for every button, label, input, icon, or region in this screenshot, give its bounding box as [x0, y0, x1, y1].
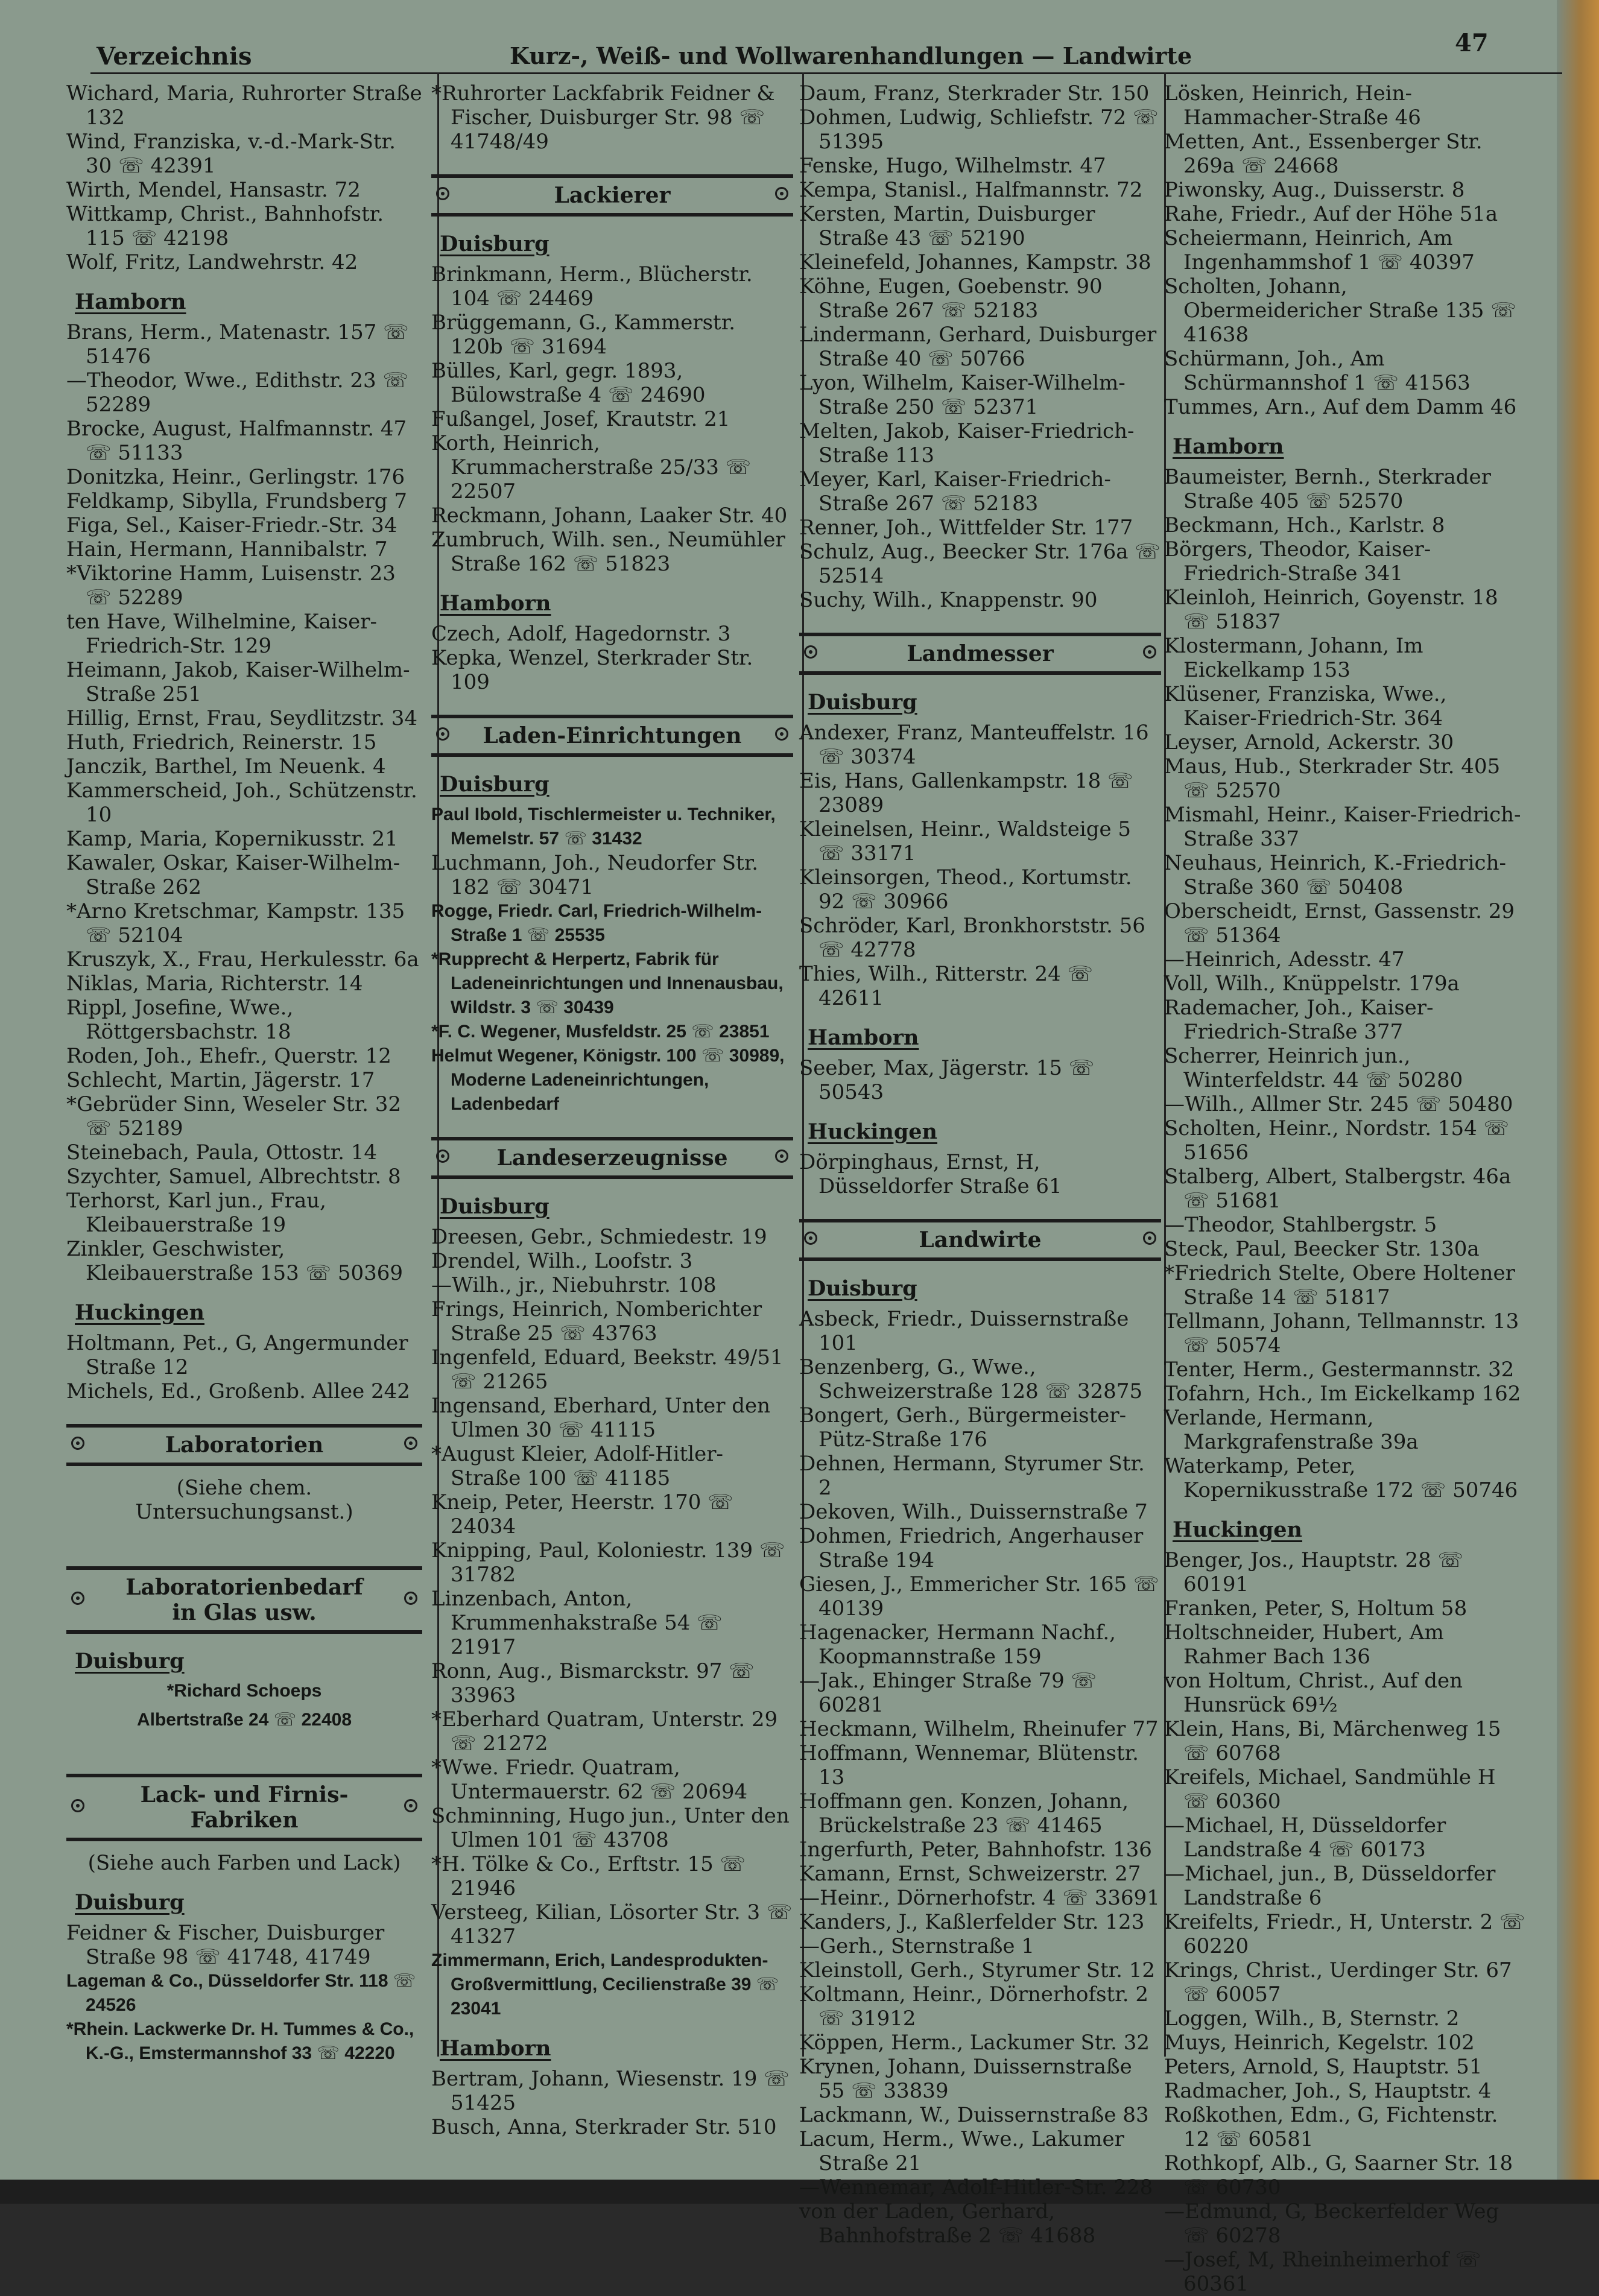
bullet-icon — [71, 1592, 84, 1605]
list-item: —Wennemar, Adolf-Hitler-Str. 228 — [799, 2175, 1153, 2200]
cross-reference: (Siehe chem. Untersuchungsanst.) — [135, 1476, 353, 1524]
list-item: Kawaler, Oskar, Kaiser-Wilhelm-Straße 262 — [66, 851, 401, 899]
list-item: Melten, Jakob, Kaiser-Friedrich-Straße 113 — [799, 419, 1135, 467]
section-heading: Duisburg — [808, 1276, 917, 1301]
page-edge-right — [1557, 0, 1599, 2204]
list-item: Suchy, Wilh., Knappenstr. 90 — [799, 588, 1098, 612]
list-item: *Rupprecht & Herpertz, Fabrik für Ladeneinrichtungen und Innenausbau, Wildstr. 3 ☏ 30439 — [431, 949, 784, 1017]
list-item: Schminning, Hugo jun., Unter den Ulmen 101 ☏ 43708 — [431, 1804, 790, 1852]
section-heading: Duisburg — [440, 772, 549, 797]
list-item: Klein, Hans, Bi, Märchenweg 15 ☏ 60768 — [1164, 1717, 1501, 1765]
list-item: Reckmann, Johann, Laaker Str. 40 — [431, 504, 788, 528]
list-item: Lacum, Herm., Wwe., Lakumer Straße 21 — [799, 2127, 1124, 2175]
list-item: Steinebach, Paula, Ottostr. 14 — [66, 1140, 378, 1165]
list-item: Franken, Peter, S, Holtum 58 — [1164, 1596, 1468, 1621]
list-item: Thies, Wilh., Ritterstr. 24 ☏ 42611 — [799, 962, 1094, 1010]
advert-line: *Richard Schoeps — [166, 1681, 322, 1701]
list-item: Daum, Franz, Sterkrader Str. 150 — [799, 81, 1150, 106]
list-item: Seeber, Max, Jägerstr. 15 ☏ 50543 — [799, 1056, 1095, 1104]
list-item: —Wilh., jr., Niebuhrstr. 108 — [431, 1273, 717, 1297]
list-item: Busch, Anna, Sterkrader Str. 510 — [431, 2115, 777, 2139]
list-item: Frings, Heinrich, Nomberichter Straße 25 ☏ 43763 — [431, 1297, 762, 1346]
list-item: ten Have, Wilhelmine, Kaiser-Friedrich-Str. 129 — [66, 610, 377, 658]
list-item: Metten, Ant., Essenberger Str. 269a ☏ 24668 — [1164, 130, 1483, 178]
list-item: Renner, Joh., Wittfelder Str. 177 — [799, 516, 1133, 540]
list-item: —Heinr., Dörnerhofstr. 4 ☏ 33691 — [799, 1886, 1160, 1910]
list-item: Schlecht, Martin, Jägerstr. 17 — [66, 1068, 375, 1092]
list-item: Bülles, Karl, gegr. 1893, Bülowstraße 4 ☏ 24690 — [431, 359, 706, 407]
section-heading: Hamborn — [1173, 434, 1284, 459]
list-item: Börgers, Theodor, Kaiser-Friedrich-Straße 341 — [1164, 537, 1431, 586]
list-item: *Eberhard Quatram, Unterstr. 29 ☏ 21272 — [431, 1707, 778, 1756]
list-item: Giesen, J., Emmericher Str. 165 ☏ 40139 — [799, 1572, 1159, 1621]
list-item: Hillig, Ernst, Frau, Seydlitzstr. 34 — [66, 706, 418, 730]
category-heading — [799, 1219, 1161, 1261]
category-title: Laden-Einrichtungen — [483, 723, 742, 748]
list-item: Wind, Franziska, v.-d.-Mark-Str. 30 ☏ 42391 — [66, 130, 396, 178]
list-item: —Jak., Ehinger Straße 79 ☏ 60281 — [799, 1669, 1097, 1717]
running-head-left: Verzeichnis — [97, 42, 252, 71]
list-item: Maus, Hub., Sterkrader Str. 405 ☏ 52570 — [1164, 754, 1501, 803]
list-item: Wirth, Mendel, Hansastr. 72 — [66, 178, 361, 202]
list-item: *Arno Kretschmar, Kampstr. 135 ☏ 52104 — [66, 899, 405, 947]
list-item: Feidner & Fischer, Duisburger Straße 98 ☏ 41748, 41749 — [66, 1921, 385, 1969]
list-item: —Josef, M, Rheinheimerhof ☏ 60361 — [1164, 2248, 1481, 2296]
list-item: Koltmann, Heinr., Dörnerhofstr. 2 ☏ 31912 — [799, 1982, 1148, 2031]
list-item: Fenske, Hugo, Wilhelmstr. 47 — [799, 154, 1106, 178]
list-item: Benger, Jos., Hauptstr. 28 ☏ 60191 — [1164, 1548, 1464, 1596]
advert-line: Albertstraße 24 ☏ 22408 — [136, 1710, 352, 1730]
list-item: Zimmermann, Erich, Landesprodukten-Großvermittlung, Cecilienstraße 39 ☏ 23041 — [431, 1950, 779, 2019]
list-item: Terhorst, Karl jun., Frau, Kleibauerstraße 19 — [66, 1189, 326, 1237]
list-item: Kleinloh, Heinrich, Goyenstr. 18 ☏ 51837 — [1164, 586, 1498, 634]
list-item: Köppen, Herm., Lackumer Str. 32 — [799, 2031, 1150, 2055]
category-title: Landeserzeugnisse — [496, 1145, 728, 1171]
list-item: *Viktorine Hamm, Luisenstr. 23 ☏ 52289 — [66, 561, 396, 610]
section-heading: Hamborn — [808, 1025, 919, 1050]
list-item: von der Laden, Gerhard, Bahnhofstraße 2 ☏ 41688 — [799, 2200, 1096, 2248]
list-item: Ingenfeld, Eduard, Beekstr. 49/51 ☏ 21265 — [431, 1346, 784, 1394]
list-item: Krings, Christ., Uerdinger Str. 67 ☏ 60057 — [1164, 1958, 1512, 2007]
section-heading: Huckingen — [808, 1119, 938, 1144]
list-item: Dreesen, Gebr., Schmiedestr. 19 — [431, 1225, 767, 1249]
bullet-icon — [804, 1232, 817, 1245]
list-item: Tofahrn, Hch., Im Eickelkamp 162 — [1164, 1382, 1521, 1406]
list-item: Versteeg, Kilian, Lösorter Str. 3 ☏ 41327 — [431, 1900, 793, 1949]
list-item: Knipping, Paul, Koloniestr. 139 ☏ 31782 — [431, 1539, 785, 1587]
list-item: Feldkamp, Sibylla, Frundsberg 7 — [66, 489, 407, 513]
list-item: Köhne, Eugen, Goebenstr. 90 Straße 267 ☏ 52183 — [799, 274, 1103, 323]
list-item: Tellmann, Johann, Tellmannstr. 13 ☏ 50574 — [1164, 1309, 1519, 1358]
list-item: Lyon, Wilhelm, Kaiser-Wilhelm-Straße 250 ☏ 52371 — [799, 371, 1126, 419]
list-item: *Ruhrorter Lackfabrik Feidner & Fischer, Duisburger Str. 98 ☏ 41748/49 — [431, 81, 775, 154]
list-item: Muys, Heinrich, Kegelstr. 102 — [1164, 2031, 1475, 2055]
list-item: Brans, Herm., Matenastr. 157 ☏ 51476 — [66, 320, 409, 368]
list-item: Fußangel, Josef, Krautstr. 21 — [431, 407, 730, 431]
bullet-icon — [71, 1437, 84, 1450]
category-heading — [66, 1774, 422, 1841]
category-title: Laboratorienbedarf — [125, 1575, 363, 1600]
section-heading: Hamborn — [440, 2036, 551, 2061]
list-item: Waterkamp, Peter, Kopernikusstraße 172 ☏ 50746 — [1164, 1454, 1518, 1502]
list-item: Kleinstoll, Gerh., Styrumer Str. 12 — [799, 1958, 1156, 1982]
page-number: 47 — [1455, 29, 1489, 57]
list-item: Eis, Hans, Gallenkampstr. 18 ☏ 23089 — [799, 769, 1133, 817]
list-item: Luchmann, Joh., Neudorfer Str. 182 ☏ 30471 — [431, 851, 759, 899]
column-4 — [1164, 81, 1526, 2296]
section-heading: Duisburg — [75, 1890, 185, 1915]
list-item: *H. Tölke & Co., Erftstr. 15 ☏ 21946 — [431, 1852, 746, 1900]
list-item: Piwonsky, Aug., Duisserstr. 8 — [1164, 178, 1465, 202]
list-item: Scheiermann, Heinrich, Am Ingenhammshof 1 ☏ 40397 — [1164, 226, 1475, 274]
bullet-icon — [1143, 645, 1156, 659]
list-item: Ingensand, Eberhard, Unter den Ulmen 30 ☏ 41115 — [431, 1394, 771, 1442]
list-item: Janczik, Barthel, Im Neuenk. 4 — [66, 754, 386, 779]
bullet-icon — [71, 1799, 84, 1812]
list-item: Kruszyk, X., Frau, Herkulesstr. 6a — [66, 947, 419, 972]
list-item: Dohmen, Ludwig, Schliefstr. 72 ☏ 51395 — [799, 106, 1159, 154]
list-item: Kempa, Stanisl., Halfmannstr. 72 — [799, 178, 1143, 202]
list-item: Brinkmann, Herm., Blücherstr. 104 ☏ 24469 — [431, 262, 753, 311]
list-item: Holtschneider, Hubert, Am Rahmer Bach 136 — [1164, 1621, 1444, 1669]
section-heading: Duisburg — [440, 1194, 549, 1219]
list-item: Bertram, Johann, Wiesenstr. 19 ☏ 51425 — [431, 2067, 790, 2115]
list-item: Kanders, J., Kaßlerfelder Str. 123 — [799, 1910, 1145, 1934]
list-item: Oberscheidt, Ernst, Gassenstr. 29 ☏ 51364 — [1164, 899, 1515, 947]
bullet-icon — [404, 1799, 417, 1812]
list-item: Verlande, Hermann, Markgrafenstraße 39a — [1164, 1406, 1419, 1454]
list-item: Czech, Adolf, Hagedornstr. 3 — [431, 622, 731, 646]
list-item: Neuhaus, Heinrich, K.-Friedrich-Straße 360 ☏ 50408 — [1164, 851, 1506, 899]
list-item: —Wilh., Allmer Str. 245 ☏ 50480 — [1164, 1092, 1513, 1116]
list-item: Dekoven, Wilh., Duissernstraße 7 — [799, 1500, 1148, 1524]
list-item: Kammerscheid, Joh., Schützenstr. 10 — [66, 779, 417, 827]
list-item: Linzenbach, Anton, Krummenhakstraße 54 ☏ 21917 — [431, 1587, 723, 1659]
list-item: Szychter, Samuel, Albrechtstr. 8 — [66, 1165, 401, 1189]
list-item: —Gerh., Sternstraße 1 — [799, 1934, 1034, 1958]
list-item: Kleinefeld, Johannes, Kampstr. 38 — [799, 250, 1151, 274]
list-item: von Holtum, Christ., Auf den Hunsrück 69½ — [1164, 1669, 1463, 1717]
list-item: Kreifelts, Friedr., H, Unterstr. 2 ☏ 60220 — [1164, 1910, 1525, 1958]
list-item: Paul Ibold, Tischlermeister u. Techniker, Memelstr. 57 ☏ 31432 — [431, 805, 776, 849]
list-item: Rademacher, Joh., Kaiser-Friedrich-Straße 377 — [1164, 996, 1434, 1044]
category-heading — [66, 1566, 422, 1634]
list-item: Scherrer, Heinrich jun., Winterfeldstr. 44 ☏ 50280 — [1164, 1044, 1463, 1092]
category-title: Lackierer — [554, 183, 671, 208]
list-item: Tenter, Herm., Gestermannstr. 32 — [1164, 1358, 1515, 1382]
category-heading — [66, 1424, 422, 1466]
list-item: Steck, Paul, Beecker Str. 130a — [1164, 1237, 1480, 1261]
bullet-icon — [404, 1437, 417, 1450]
category-heading — [799, 633, 1161, 675]
list-item: —Michael, jun., B, Düsseldorfer Landstraße 6 — [1164, 1862, 1496, 1910]
list-item: Lindermann, Gerhard, Duisburger Straße 40 ☏ 50766 — [799, 323, 1157, 371]
list-item: Kersten, Martin, Duisburger Straße 43 ☏ 52190 — [799, 202, 1095, 250]
list-item: Figa, Sel., Kaiser-Friedr.-Str. 34 — [66, 513, 397, 537]
list-item: Loggen, Wilh., B, Sternstr. 2 — [1164, 2007, 1460, 2031]
list-item: Drendel, Wilh., Loofstr. 3 — [431, 1249, 693, 1273]
list-item: Brocke, August, Halfmannstr. 47 ☏ 51133 — [66, 417, 407, 465]
list-item: Kamp, Maria, Kopernikusstr. 21 — [66, 827, 398, 851]
list-item: Baumeister, Bernh., Sterkrader Straße 405 ☏ 52570 — [1164, 465, 1491, 513]
list-item: *Gebrüder Sinn, Weseler Str. 32 ☏ 52189 — [66, 1092, 401, 1140]
list-item: Scholten, Heinr., Nordstr. 154 ☏ 51656 — [1164, 1116, 1510, 1165]
list-item: Hoffmann, Wennemar, Blütenstr. 13 — [799, 1741, 1139, 1789]
list-item: Radmacher, Joh., S, Hauptstr. 4 — [1164, 2079, 1492, 2103]
category-heading — [431, 715, 793, 757]
list-item: Kneip, Peter, Heerstr. 170 ☏ 24034 — [431, 1490, 733, 1539]
bullet-icon — [804, 645, 817, 659]
list-item: Meyer, Karl, Kaiser-Friedrich-Straße 267 ☏ 52183 — [799, 467, 1111, 516]
list-item: *Wwe. Friedr. Quatram, Untermauerstr. 62 ☏ 20694 — [431, 1756, 748, 1804]
list-item: Heimann, Jakob, Kaiser-Wilhelm-Straße 251 — [66, 658, 410, 706]
header-rule — [90, 72, 1562, 74]
section-heading: Duisburg — [440, 232, 549, 256]
list-item: Andexer, Franz, Manteuffelstr. 16 ☏ 30374 — [799, 721, 1149, 769]
list-item: Wolf, Fritz, Landwehrstr. 42 — [66, 250, 358, 274]
list-item: Stalberg, Albert, Stalbergstr. 46a ☏ 51681 — [1164, 1165, 1512, 1213]
bullet-icon — [436, 727, 449, 741]
column-3 — [799, 81, 1161, 2248]
list-item: Peters, Arnold, S, Hauptstr. 51 — [1164, 2055, 1483, 2079]
category-title: Laboratorien — [165, 1432, 324, 1458]
category-title-line2: in Glas usw. — [172, 1600, 317, 1625]
bullet-icon — [775, 1150, 788, 1163]
list-item: Schröder, Karl, Bronkhorststr. 56 ☏ 42778 — [799, 914, 1145, 962]
category-title: Landmesser — [907, 641, 1054, 666]
bullet-icon — [775, 727, 788, 741]
category-title: Landwirte — [919, 1227, 1042, 1253]
list-item: Kleinsorgen, Theod., Kortumstr. 92 ☏ 30966 — [799, 865, 1132, 914]
section-heading: Hamborn — [75, 289, 186, 314]
running-head-center: Kurz-, Weiß- und Wollwarenhandlungen — Landwirte — [510, 42, 1192, 69]
list-item: —Heinrich, Adesstr. 47 — [1164, 947, 1405, 972]
bullet-icon — [775, 187, 788, 200]
list-item: Schulz, Aug., Beecker Str. 176a ☏ 52514 — [799, 540, 1160, 588]
section-heading: Duisburg — [808, 690, 917, 715]
list-item: Hain, Hermann, Hannibalstr. 7 — [66, 537, 388, 561]
list-item: Holtmann, Pet., G, Angermunder Straße 12 — [66, 1331, 408, 1379]
bullet-icon — [436, 187, 449, 200]
list-item: Asbeck, Friedr., Duissernstraße 101 — [799, 1307, 1129, 1355]
list-item: *Friedrich Stelte, Obere Holtener Straße 14 ☏ 51817 — [1164, 1261, 1515, 1309]
list-item: Brüggemann, G., Kammerstr. 120b ☏ 31694 — [431, 311, 736, 359]
list-item: —Edmund, G, Beckerfelder Weg ☏ 60278 — [1164, 2200, 1499, 2248]
list-item: Voll, Wilh., Knüppelstr. 179a — [1164, 972, 1460, 996]
list-item: Rogge, Friedr. Carl, Friedrich-Wilhelm-Straße 1 ☏ 25535 — [431, 901, 762, 945]
list-item: Benzenberg, G., Wwe., Schweizerstraße 128 ☏ 32875 — [799, 1355, 1143, 1403]
section-heading: Huckingen — [1173, 1517, 1303, 1542]
list-item: Mismahl, Heinr., Kaiser-Friedrich-Straße 337 — [1164, 803, 1521, 851]
list-item: Niklas, Maria, Richterstr. 14 — [66, 972, 363, 996]
list-item: Hagenacker, Hermann Nachf., Koopmannstraße 159 — [799, 1621, 1116, 1669]
bullet-icon — [404, 1592, 417, 1605]
list-item: *F. C. Wegener, Musfeldstr. 25 ☏ 23851 — [431, 1022, 770, 1042]
list-item: Kleinelsen, Heinr., Waldsteige 5 ☏ 33171 — [799, 817, 1132, 865]
list-item: Roden, Joh., Ehefr., Querstr. 12 — [66, 1044, 391, 1068]
column-2 — [431, 81, 793, 2139]
list-item: Schürmann, Joh., Am Schürmannshof 1 ☏ 41563 — [1164, 347, 1471, 395]
list-item: Dohmen, Friedrich, Angerhauser Straße 194 — [799, 1524, 1144, 1572]
list-item: Scholten, Johann, Obermeidericher Straße 135 ☏ 41638 — [1164, 274, 1516, 347]
list-item: Krynen, Johann, Duissernstraße 55 ☏ 33839 — [799, 2055, 1132, 2103]
column-1 — [66, 81, 422, 2072]
cross-reference: (Siehe auch Farben und Lack) — [87, 1851, 401, 1875]
list-item: Klüsener, Franziska, Wwe., Kaiser-Friedrich-Str. 364 — [1164, 682, 1447, 730]
list-item: Kamann, Ernst, Schweizerstr. 27 — [799, 1862, 1141, 1886]
list-item: Hoffmann gen. Konzen, Johann, Brückelstraße 23 ☏ 41465 — [799, 1789, 1129, 1838]
bullet-icon — [436, 1150, 449, 1163]
list-item: Wittkamp, Christ., Bahnhofstr. 115 ☏ 42198 — [66, 202, 384, 250]
list-item: Roßkothen, Edm., G, Fichtenstr. 12 ☏ 60581 — [1164, 2103, 1498, 2151]
list-item: Leyser, Arnold, Ackerstr. 30 — [1164, 730, 1454, 754]
category-heading — [431, 1137, 793, 1179]
list-item: Donitzka, Heinr., Gerlingstr. 176 — [66, 465, 405, 489]
list-item: Dörpinghaus, Ernst, H, Düsseldorfer Straße 61 — [799, 1150, 1062, 1198]
list-item: Zinkler, Geschwister, Kleibauerstraße 153 ☏ 50369 — [66, 1237, 404, 1285]
list-item: Beckmann, Hch., Karlstr. 8 — [1164, 513, 1445, 537]
list-item: Zumbruch, Wilh. sen., Neumühler Straße 162 ☏ 51823 — [431, 528, 785, 576]
section-heading: Huckingen — [75, 1300, 205, 1325]
list-item: *August Kleier, Adolf-Hitler-Straße 100 ☏ 41185 — [431, 1442, 724, 1490]
list-item: Huth, Friedrich, Reinerstr. 15 — [66, 730, 377, 754]
bullet-icon — [1143, 1232, 1156, 1245]
list-item: Wichard, Maria, Ruhrorter Straße 132 — [66, 81, 422, 130]
list-item: —Michael, H, Düsseldorfer Landstraße 4 ☏ 60173 — [1164, 1814, 1446, 1862]
list-item: Dehnen, Hermann, Styrumer Str. 2 — [799, 1452, 1145, 1500]
section-heading: Duisburg — [75, 1649, 185, 1674]
list-item: Rippl, Josefine, Wwe., Röttgersbachstr. 18 — [66, 996, 294, 1044]
list-item: Tummes, Arn., Auf dem Damm 46 — [1164, 395, 1517, 419]
list-item: Rothkopf, Alb., G, Saarner Str. 18 ☏ 60730 — [1164, 2151, 1513, 2200]
list-item: Lösken, Heinrich, Hein-Hammacher-Straße 46 — [1164, 81, 1421, 130]
list-item: Lackmann, W., Duissernstraße 83 — [799, 2103, 1149, 2127]
list-item: —Theodor, Wwe., Edithstr. 23 ☏ 52289 — [66, 368, 408, 417]
list-item: Helmut Wegener, Königstr. 100 ☏ 30989, Moderne Ladeneinrichtungen, Ladenbedarf — [431, 1046, 785, 1114]
list-item: Ingerfurth, Peter, Bahnhofstr. 136 — [799, 1838, 1152, 1862]
list-item: Heckmann, Wilhelm, Rheinufer 77 — [799, 1717, 1159, 1741]
list-item: Bongert, Gerh., Bürgermeister-Pütz-Straße 176 — [799, 1403, 1127, 1452]
list-item: Michels, Ed., Großenb. Allee 242 — [66, 1379, 410, 1403]
category-heading — [431, 174, 793, 217]
section-heading: Hamborn — [440, 591, 551, 616]
list-item: Korth, Heinrich, Krummacherstraße 25/33 ☏ 22507 — [431, 431, 752, 504]
list-item: Kepka, Wenzel, Sterkrader Str. 109 — [431, 646, 753, 694]
list-item: Rahe, Friedr., Auf der Höhe 51a — [1164, 202, 1498, 226]
list-item: Klostermann, Johann, Im Eickelkamp 153 — [1164, 634, 1423, 682]
list-item: —Theodor, Stahlbergstr. 5 — [1164, 1213, 1437, 1237]
category-title: Lack- und Firnis-Fabriken — [140, 1782, 349, 1833]
list-item: Lageman & Co., Düsseldorfer Str. 118 ☏ 24526 — [66, 1971, 416, 2015]
list-item: *Rhein. Lackwerke Dr. H. Tummes & Co., K.-G., Emstermannshof 33 ☏ 42220 — [66, 2019, 414, 2063]
list-item: Ronn, Aug., Bismarckstr. 97 ☏ 33963 — [431, 1659, 755, 1707]
list-item: Kreifels, Michael, Sandmühle H ☏ 60360 — [1164, 1765, 1496, 1814]
